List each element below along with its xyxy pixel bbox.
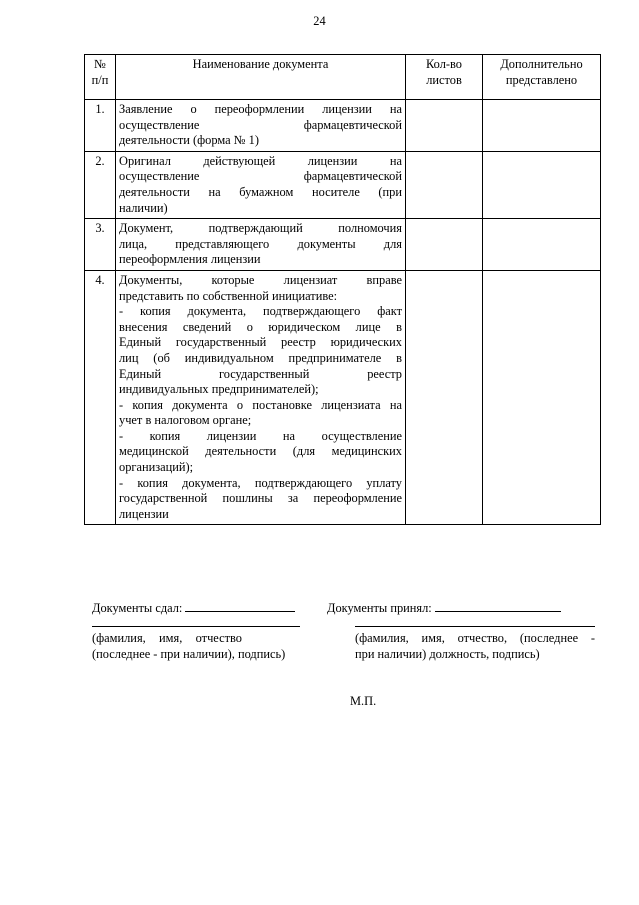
received-name-blank[interactable] [435,598,561,612]
row-sheet-count-cell[interactable] [406,219,483,271]
document-name-line: наличии) [119,200,168,215]
document-name-line: Оригинал действующей лицензии на [119,153,402,168]
document-name-line: осуществление фармацевтической [119,169,402,184]
header-count-line1: Кол-во [426,57,462,71]
document-name-line: - копия документа, подтверждающего факт [119,304,402,319]
document-name-line: государственной пошлины за переоформление [119,491,402,506]
document-name-line: Единый государственный реестр юридических [119,335,402,350]
table-row [85,151,601,218]
document-name-line: лиц (об индивидуальном предпринимателе в [119,350,402,365]
header-document-name [116,55,406,100]
received-signature-line[interactable] [355,626,595,627]
document-name-line: - копия лицензии на осуществление [119,428,402,443]
document-name-line: лица, представляющего документы для [119,236,402,251]
document-name-line: внесения сведений о юридическом лице в [119,319,402,334]
page-number: 24 [313,14,326,28]
document-name-line: учет в налоговом органе; [119,413,252,428]
received-caption-line2: при наличии) должность, подпись) [355,647,540,661]
received-label: Документы принял: [327,601,432,615]
documents-table [84,54,601,525]
document-name-line: переоформления лицензии [119,252,261,267]
document-name-line: - копия документа, подтверждающего уплату [119,475,402,490]
row-sheet-count-cell[interactable] [406,100,483,152]
row-number: 3. [85,219,116,271]
table-row [85,219,601,271]
row-sheet-count-cell[interactable] [406,151,483,218]
document-name-line: организаций); [119,460,194,475]
handed-name-blank[interactable] [185,598,295,612]
header-extra-line1: Дополнительно [500,57,583,71]
header-additionally-submitted [483,55,601,100]
document-name-line: - копия документа о постановке лицензиата на [119,397,402,412]
stamp-placeholder: М.П. [350,694,377,708]
document-name-line: деятельности на бумажном носителе (при [119,184,402,199]
row-number: 1. [85,100,116,152]
row-sheet-count-cell[interactable] [406,270,483,525]
document-name-line: лицензии [119,506,169,521]
document-name-line: осуществление фармацевтической [119,117,402,132]
table-row [85,100,601,152]
document-name-line: деятельности (форма № 1) [119,133,259,148]
row-document-name [116,100,406,152]
row-additionally-submitted-cell[interactable] [483,270,601,525]
received-caption [355,630,595,662]
row-document-name [116,151,406,218]
document-name-line: медицинской деятельности (для медицинских [119,444,402,459]
document-name-line: Заявление о переоформлении лицензии на [119,102,402,116]
row-additionally-submitted-cell[interactable] [483,151,601,218]
handed-signature-line[interactable] [92,626,300,627]
row-additionally-submitted-cell[interactable] [483,100,601,152]
document-name-line: Единый государственный реестр [119,366,402,381]
handed-label: Документы сдал: [92,601,183,615]
row-document-name [116,219,406,271]
document-name-line: представить по собственной инициативе: [119,288,338,303]
header-number-line2: п/п [91,72,109,87]
handed-caption [92,630,314,662]
document-name-line: Документы, которые лицензиат вправе [119,272,402,287]
header-number-line1: № [94,57,106,71]
header-name-text: Наименование документа [192,57,329,71]
header-extra-line2: представлено [505,72,578,87]
header-sheet-count [406,55,483,100]
row-number: 4. [85,270,116,525]
header-count-line2: листов [426,72,462,87]
table-header-row [85,55,601,100]
table-row [85,270,601,525]
handed-caption-line1: (фамилия, имя, отчество [92,631,242,645]
row-number: 2. [85,151,116,218]
header-number [85,55,116,100]
handed-signature [92,598,312,616]
received-caption-line1: (фамилия, имя, отчество, (последнее - [355,631,595,645]
document-name-line: Документ, подтверждающий полномочия [119,221,402,236]
row-additionally-submitted-cell[interactable] [483,219,601,271]
received-signature [327,598,597,616]
handed-caption-line2: (последнее - при наличии), подпись) [92,647,286,661]
row-document-name [116,270,406,525]
document-name-line: индивидуальных предпринимателей); [119,382,319,397]
